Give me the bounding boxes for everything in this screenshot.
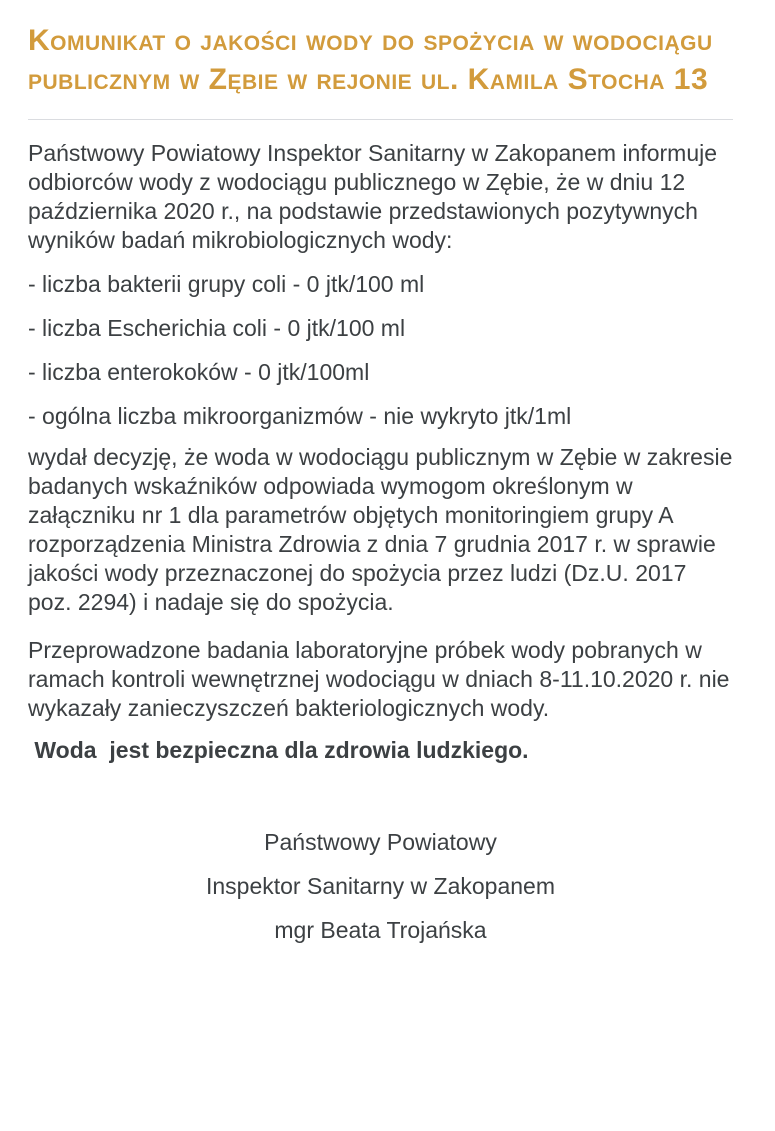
signature-line-office: Inspektor Sanitarny w Zakopanem: [205, 873, 555, 899]
page-title: Komunikat o jakości wody do spożycia w wodociągu publicznym w Zębie w rejonie ul. Kamila Stocha 13: [28, 24, 713, 96]
result-line-escherichia: - liczba Escherichia coli - 0 jtk/100 ml: [28, 315, 406, 341]
intro-paragraph: Państwowy Powiatowy Inspektor Sanitarny w Zakopanem informuje odbiorców wody z wodociągu publicznego w Zębie, że w dniu 12 października 2020 r., na podstawie przedstawionych pozytywnych wyników badań mikrobiologicznych wody:: [28, 140, 718, 253]
result-line-microorganisms: - ogólna liczba mikroorganizmów - nie wykryto jtk/1ml: [28, 403, 572, 429]
lab-findings-paragraph: Przeprowadzone badania laboratoryjne próbek wody pobranych w ramach kontroli wewnętrznej wodociągu w dniach 8-11.10.2020 r. nie wykazały zanieczyszczeń bakteriologicznych wody.: [28, 637, 730, 721]
signature-line-authority: Państwowy Powiatowy: [264, 829, 497, 855]
signature-line-name: mgr Beata Trojańska: [274, 917, 487, 943]
conclusion-statement: Woda jest bezpieczna dla zdrowia ludzkiego.: [28, 737, 529, 763]
result-line-enterococci: - liczba enterokoków - 0 jtk/100ml: [28, 359, 370, 385]
result-line-coli-group: - liczba bakterii grupy coli - 0 jtk/100 ml: [28, 271, 425, 297]
decision-paragraph: wydał decyzję, że woda w wodociągu publicznym w Zębie w zakresie badanych wskaźników odpowiada wymogom określonym w załączniku nr 1 dla parametrów objętych monitoringiem grupy A rozporządzenia Ministra Zdrowia z dnia 7 grudnia 2017 r. w sprawie jakości wody przeznaczonej do spożycia przez ludzi (Dz.U. 2017 poz. 2294) i nadaje się do spożycia.: [28, 444, 733, 615]
title-divider: [28, 119, 733, 120]
signature-block: [28, 828, 733, 945]
